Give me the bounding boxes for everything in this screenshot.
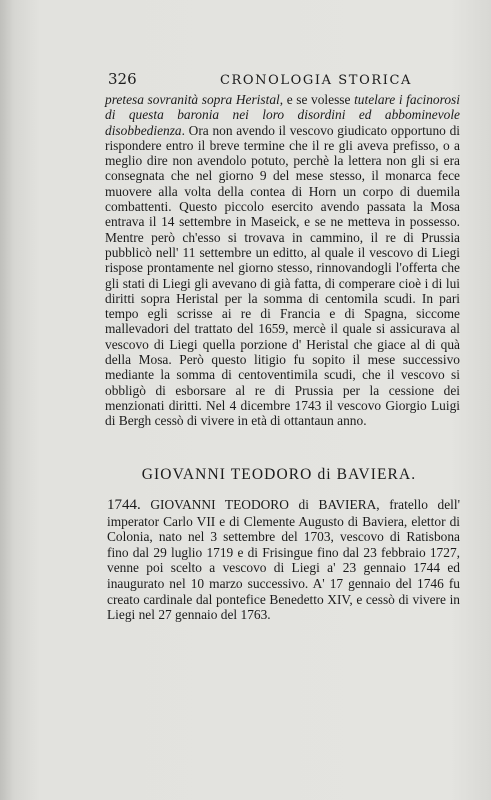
entry-text: GIOVANNI TEODORO di BAVIERA, fratello dell' imperator Carlo VII e di Clemente Augusto di Baviera, elettor di Colonia, nato nel 3 settembre del 1703, vescovo di Ratisbona fino dal 29 luglio 1719 e di Frisingue fino dal 23 febbraio 1727, venne poi scelto a vescovo di Liegi a' 23 gennaio 1744 ed inaugurato nel 10 marzo successivo. A' 17 gennaio del 1746 fu creato cardinale dal pontefice Benedetto XIV, e cessò di vivere in Liegi nel 27 gennaio del 1763.: [107, 497, 460, 623]
italic-phrase: tutelare i facinorosi di questa baronia nei loro disordini ed abbominevole disobbedienza: [105, 92, 460, 138]
section-heading: GIOVANNI TEODORO di BAVIERA.: [141, 466, 417, 483]
entry-year: 1744.: [107, 497, 141, 513]
text-run: . Ora non avendo il vescovo giudicato opportuno di rispondere entro il breve termine che il re gli aveva prefisso, o a meglio dire non avendolo potuto, perchè la lettera non gli si era consegnata che nel giorno 9 del mese stesso, il monarca fece muovere alla volta della contea di Horn un corpo di duemila combattenti. Questo piccolo esercito avendo passata la Mosa entrava il 14 settembre in Maseick, e se ne metteva in possesso. Mentre però ch'esso si trovava in cammino, il re di Prussia pubblicò nell' 11 settembre un editto, al quale il vescovo di Liegi rispose prontamente nel giorno stesso, rinnovandogli l'offerta che gli stati di Liegi gli avevano di già fatta, di comperare cioè i di lui diritti sopra Heristal per la somma di centomila scudi. In pari tempo egli scrisse ai re di Francia e di Spagna, siccome mallevadori del trattato del 1659, mercè il quale si assicurava al vescovo di Liegi quella porzione d' Heristal che giace al di quà della Mosa. Però questo litigio fu sopito il mese successivo mediante la somma di centoventimila scudi, che il vescovo si obbligò di esborsare al re di Prussia per la cessione dei menzionati diritti. Nel 4 dicembre 1743 il vescovo Giorgio Luigi di Bergh cessò di vivere in età di ottantaun anno.: [105, 122, 460, 429]
italic-phrase: pretesa sovranità sopra Heristal: [105, 92, 280, 107]
running-title: CRONOLOGIA STORICA: [219, 73, 412, 88]
page-number: 326: [108, 70, 137, 88]
page-header: [108, 70, 458, 88]
text-run: , e se volesse: [279, 92, 355, 107]
body-paragraph: [105, 92, 460, 429]
chronology-entry: [107, 497, 460, 623]
